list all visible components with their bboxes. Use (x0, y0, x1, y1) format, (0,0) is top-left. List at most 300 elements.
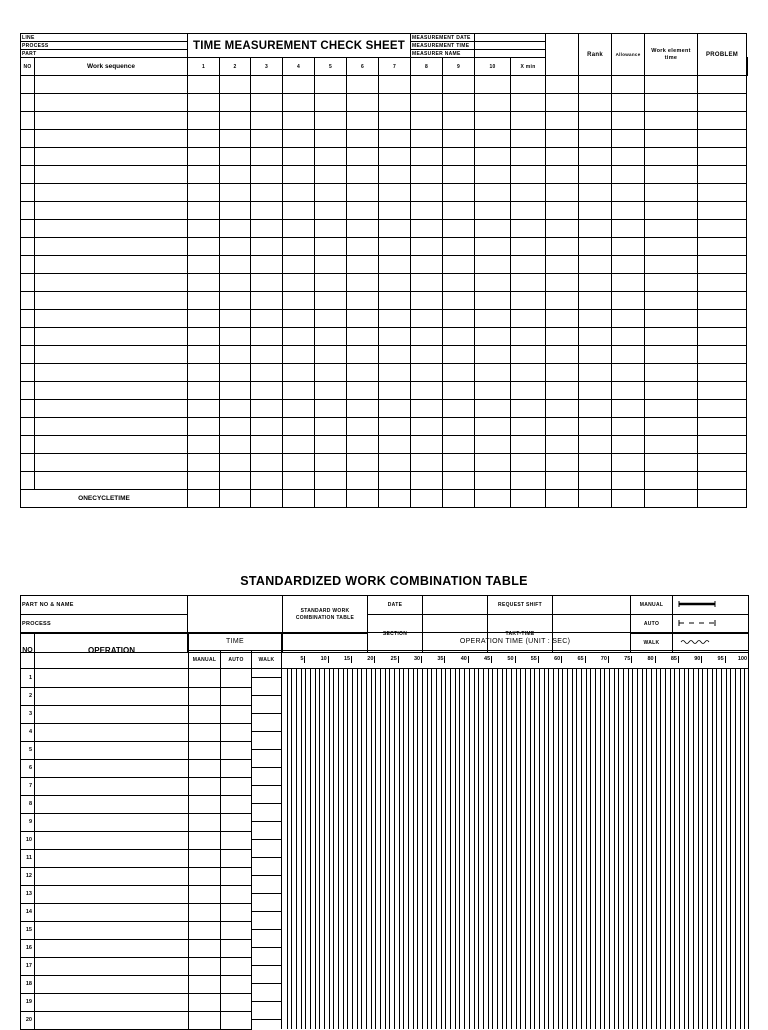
table-cell[interactable] (698, 364, 747, 382)
table-cell[interactable] (546, 76, 579, 94)
auto-cell[interactable] (221, 813, 252, 831)
table-cell[interactable] (443, 238, 475, 256)
part-no-name-field[interactable] (188, 596, 283, 634)
request-shift-field[interactable] (553, 596, 631, 615)
table-cell[interactable] (347, 76, 379, 94)
table-cell[interactable] (188, 148, 220, 166)
table-cell[interactable] (283, 436, 315, 454)
table-cell[interactable] (645, 238, 698, 256)
table-cell[interactable] (443, 418, 475, 436)
table-cell[interactable] (511, 130, 546, 148)
auto-cell[interactable] (221, 705, 252, 723)
table-cell[interactable] (443, 130, 475, 148)
total-cell[interactable] (546, 490, 579, 508)
table-cell[interactable] (579, 238, 612, 256)
table-cell[interactable] (379, 76, 411, 94)
table-cell[interactable] (251, 184, 283, 202)
table-cell[interactable] (411, 256, 443, 274)
total-cell[interactable] (251, 490, 283, 508)
table-cell[interactable] (645, 148, 698, 166)
operation-cell[interactable] (35, 723, 189, 741)
table-cell[interactable] (546, 202, 579, 220)
table-cell[interactable] (546, 382, 579, 400)
table-cell[interactable] (188, 454, 220, 472)
table-cell[interactable] (698, 346, 747, 364)
table-cell[interactable] (220, 454, 251, 472)
time-grid-cell[interactable] (282, 867, 749, 885)
table-cell[interactable] (251, 94, 283, 112)
table-cell[interactable] (379, 148, 411, 166)
table-cell[interactable] (188, 418, 220, 436)
table-cell[interactable] (645, 346, 698, 364)
table-cell[interactable] (21, 418, 35, 436)
auto-cell[interactable] (221, 921, 252, 939)
table-cell[interactable] (546, 346, 579, 364)
table-cell[interactable] (315, 346, 347, 364)
table-cell[interactable] (315, 454, 347, 472)
auto-cell[interactable] (221, 849, 252, 867)
total-cell[interactable] (579, 490, 612, 508)
table-cell[interactable] (35, 184, 188, 202)
table-cell[interactable] (315, 382, 347, 400)
table-cell[interactable] (546, 274, 579, 292)
table-cell[interactable] (579, 94, 612, 112)
table-cell[interactable] (251, 202, 283, 220)
table-cell[interactable] (612, 364, 645, 382)
table-cell[interactable] (698, 472, 747, 490)
table-cell[interactable] (475, 328, 511, 346)
table-cell[interactable] (511, 112, 546, 130)
total-cell[interactable] (315, 490, 347, 508)
table-cell[interactable] (612, 238, 645, 256)
table-cell[interactable] (546, 454, 579, 472)
table-cell[interactable] (220, 184, 251, 202)
table-cell[interactable] (698, 382, 747, 400)
table-cell[interactable] (251, 292, 283, 310)
table-cell[interactable] (21, 346, 35, 364)
table-cell[interactable] (411, 148, 443, 166)
walk-cell[interactable] (252, 705, 282, 723)
table-cell[interactable] (475, 274, 511, 292)
table-cell[interactable] (35, 436, 188, 454)
table-cell[interactable] (35, 418, 188, 436)
table-cell[interactable] (698, 166, 747, 184)
table-cell[interactable] (612, 202, 645, 220)
table-cell[interactable] (35, 130, 188, 148)
table-cell[interactable] (612, 220, 645, 238)
table-cell[interactable] (443, 382, 475, 400)
table-cell[interactable] (645, 76, 698, 94)
table-cell[interactable] (475, 148, 511, 166)
manual-cell[interactable] (189, 687, 221, 705)
time-grid-cell[interactable] (282, 723, 749, 741)
walk-cell[interactable] (252, 957, 282, 975)
table-cell[interactable] (379, 436, 411, 454)
table-cell[interactable] (411, 76, 443, 94)
table-cell[interactable] (35, 94, 188, 112)
table-cell[interactable] (35, 274, 188, 292)
table-cell[interactable] (612, 382, 645, 400)
operation-cell[interactable] (35, 975, 189, 993)
table-cell[interactable] (546, 364, 579, 382)
table-cell[interactable] (21, 94, 35, 112)
table-cell[interactable] (220, 400, 251, 418)
table-cell[interactable] (188, 112, 220, 130)
table-cell[interactable] (579, 256, 612, 274)
table-cell[interactable] (645, 364, 698, 382)
table-cell[interactable] (645, 202, 698, 220)
table-cell[interactable] (698, 436, 747, 454)
table-cell[interactable] (511, 382, 546, 400)
auto-cell[interactable] (221, 795, 252, 813)
table-cell[interactable] (612, 400, 645, 418)
table-cell[interactable] (579, 364, 612, 382)
table-cell[interactable] (645, 400, 698, 418)
table-cell[interactable] (220, 418, 251, 436)
manual-cell[interactable] (189, 813, 221, 831)
date-field[interactable] (423, 596, 488, 615)
table-cell[interactable] (220, 220, 251, 238)
table-cell[interactable] (220, 346, 251, 364)
table-cell[interactable] (251, 220, 283, 238)
table-cell[interactable] (546, 220, 579, 238)
total-cell[interactable] (283, 490, 315, 508)
manual-cell[interactable] (189, 795, 221, 813)
table-cell[interactable] (188, 292, 220, 310)
table-cell[interactable] (645, 112, 698, 130)
total-cell[interactable] (220, 490, 251, 508)
manual-cell[interactable] (189, 723, 221, 741)
table-cell[interactable] (579, 292, 612, 310)
table-cell[interactable] (645, 94, 698, 112)
table-cell[interactable] (475, 184, 511, 202)
operation-cell[interactable] (35, 813, 189, 831)
operation-cell[interactable] (35, 867, 189, 885)
table-cell[interactable] (546, 310, 579, 328)
table-cell[interactable] (475, 364, 511, 382)
table-cell[interactable] (220, 292, 251, 310)
table-cell[interactable] (315, 184, 347, 202)
walk-cell[interactable] (252, 1011, 282, 1029)
table-cell[interactable] (251, 130, 283, 148)
table-cell[interactable] (443, 166, 475, 184)
table-cell[interactable] (645, 472, 698, 490)
table-cell[interactable] (411, 202, 443, 220)
table-cell[interactable] (698, 220, 747, 238)
manual-cell[interactable] (189, 921, 221, 939)
total-cell[interactable] (698, 490, 747, 508)
walk-cell[interactable] (252, 759, 282, 777)
table-cell[interactable] (645, 292, 698, 310)
table-cell[interactable] (251, 310, 283, 328)
auto-cell[interactable] (221, 777, 252, 795)
table-cell[interactable] (379, 130, 411, 148)
time-grid-cell[interactable] (282, 957, 749, 975)
table-cell[interactable] (411, 292, 443, 310)
table-cell[interactable] (220, 364, 251, 382)
table-cell[interactable] (21, 454, 35, 472)
table-cell[interactable] (283, 292, 315, 310)
manual-cell[interactable] (189, 777, 221, 795)
walk-cell[interactable] (252, 795, 282, 813)
table-cell[interactable] (443, 346, 475, 364)
manual-cell[interactable] (189, 741, 221, 759)
table-cell[interactable] (21, 184, 35, 202)
table-cell[interactable] (315, 202, 347, 220)
table-cell[interactable] (35, 220, 188, 238)
table-cell[interactable] (21, 292, 35, 310)
table-cell[interactable] (511, 94, 546, 112)
table-cell[interactable] (546, 94, 579, 112)
table-cell[interactable] (612, 292, 645, 310)
table-cell[interactable] (698, 148, 747, 166)
table-cell[interactable] (188, 202, 220, 220)
table-cell[interactable] (579, 184, 612, 202)
table-cell[interactable] (347, 310, 379, 328)
table-cell[interactable] (443, 310, 475, 328)
table-cell[interactable] (511, 274, 546, 292)
table-cell[interactable] (315, 328, 347, 346)
table-cell[interactable] (579, 454, 612, 472)
table-cell[interactable] (251, 346, 283, 364)
table-cell[interactable] (21, 130, 35, 148)
table-cell[interactable] (443, 292, 475, 310)
walk-cell[interactable] (252, 741, 282, 759)
table-cell[interactable] (511, 346, 546, 364)
table-cell[interactable] (220, 256, 251, 274)
table-cell[interactable] (579, 418, 612, 436)
table-cell[interactable] (188, 220, 220, 238)
table-cell[interactable] (411, 472, 443, 490)
table-cell[interactable] (645, 256, 698, 274)
table-cell[interactable] (347, 238, 379, 256)
operation-cell[interactable] (35, 669, 189, 688)
table-cell[interactable] (21, 220, 35, 238)
table-cell[interactable] (315, 130, 347, 148)
table-cell[interactable] (645, 328, 698, 346)
table-cell[interactable] (347, 274, 379, 292)
table-cell[interactable] (546, 400, 579, 418)
table-cell[interactable] (220, 382, 251, 400)
table-cell[interactable] (612, 166, 645, 184)
table-cell[interactable] (546, 472, 579, 490)
table-cell[interactable] (475, 166, 511, 184)
table-cell[interactable] (347, 346, 379, 364)
walk-cell[interactable] (252, 867, 282, 885)
table-cell[interactable] (443, 400, 475, 418)
walk-cell[interactable] (252, 669, 282, 688)
table-cell[interactable] (283, 202, 315, 220)
time-grid-cell[interactable] (282, 975, 749, 993)
table-cell[interactable] (379, 454, 411, 472)
table-cell[interactable] (546, 418, 579, 436)
table-cell[interactable] (188, 130, 220, 148)
table-cell[interactable] (347, 472, 379, 490)
table-cell[interactable] (379, 418, 411, 436)
table-cell[interactable] (188, 274, 220, 292)
auto-cell[interactable] (221, 669, 252, 688)
table-cell[interactable] (612, 274, 645, 292)
operation-cell[interactable] (35, 1011, 189, 1029)
table-cell[interactable] (347, 202, 379, 220)
auto-cell[interactable] (221, 687, 252, 705)
table-cell[interactable] (315, 238, 347, 256)
table-cell[interactable] (251, 454, 283, 472)
table-cell[interactable] (379, 184, 411, 202)
table-cell[interactable] (283, 400, 315, 418)
table-cell[interactable] (511, 400, 546, 418)
operation-cell[interactable] (35, 957, 189, 975)
table-cell[interactable] (698, 454, 747, 472)
table-cell[interactable] (315, 274, 347, 292)
table-cell[interactable] (546, 256, 579, 274)
manual-cell[interactable] (189, 705, 221, 723)
table-cell[interactable] (283, 238, 315, 256)
walk-cell[interactable] (252, 813, 282, 831)
table-cell[interactable] (35, 112, 188, 130)
total-cell[interactable] (188, 490, 220, 508)
table-cell[interactable] (347, 382, 379, 400)
manual-cell[interactable] (189, 1011, 221, 1029)
operation-cell[interactable] (35, 939, 189, 957)
table-cell[interactable] (612, 130, 645, 148)
table-cell[interactable] (251, 418, 283, 436)
table-cell[interactable] (698, 184, 747, 202)
table-cell[interactable] (283, 454, 315, 472)
table-cell[interactable] (443, 112, 475, 130)
time-grid-cell[interactable] (282, 777, 749, 795)
table-cell[interactable] (283, 274, 315, 292)
table-cell[interactable] (220, 76, 251, 94)
table-cell[interactable] (475, 94, 511, 112)
table-cell[interactable] (315, 148, 347, 166)
table-cell[interactable] (188, 364, 220, 382)
walk-cell[interactable] (252, 939, 282, 957)
table-cell[interactable] (698, 130, 747, 148)
table-cell[interactable] (698, 256, 747, 274)
table-cell[interactable] (21, 328, 35, 346)
time-grid-cell[interactable] (282, 831, 749, 849)
table-cell[interactable] (188, 382, 220, 400)
table-cell[interactable] (443, 76, 475, 94)
table-cell[interactable] (612, 418, 645, 436)
table-cell[interactable] (379, 112, 411, 130)
table-cell[interactable] (315, 364, 347, 382)
table-cell[interactable] (188, 76, 220, 94)
auto-cell[interactable] (221, 831, 252, 849)
table-cell[interactable] (612, 112, 645, 130)
table-cell[interactable] (511, 202, 546, 220)
table-cell[interactable] (35, 382, 188, 400)
table-cell[interactable] (35, 292, 188, 310)
walk-cell[interactable] (252, 687, 282, 705)
table-cell[interactable] (645, 220, 698, 238)
table-cell[interactable] (475, 112, 511, 130)
table-cell[interactable] (220, 166, 251, 184)
manual-cell[interactable] (189, 669, 221, 688)
table-cell[interactable] (35, 310, 188, 328)
table-cell[interactable] (379, 346, 411, 364)
table-cell[interactable] (315, 76, 347, 94)
table-cell[interactable] (698, 94, 747, 112)
table-cell[interactable] (220, 328, 251, 346)
table-cell[interactable] (21, 382, 35, 400)
walk-cell[interactable] (252, 723, 282, 741)
table-cell[interactable] (443, 202, 475, 220)
total-cell[interactable] (411, 490, 443, 508)
table-cell[interactable] (443, 436, 475, 454)
table-cell[interactable] (283, 346, 315, 364)
table-cell[interactable] (35, 472, 188, 490)
table-cell[interactable] (645, 454, 698, 472)
table-cell[interactable] (35, 238, 188, 256)
table-cell[interactable] (579, 76, 612, 94)
table-cell[interactable] (220, 202, 251, 220)
table-cell[interactable] (35, 256, 188, 274)
table-cell[interactable] (411, 328, 443, 346)
operation-cell[interactable] (35, 903, 189, 921)
table-cell[interactable] (511, 256, 546, 274)
table-cell[interactable] (579, 382, 612, 400)
table-cell[interactable] (475, 220, 511, 238)
time-grid-cell[interactable] (282, 741, 749, 759)
total-cell[interactable] (645, 490, 698, 508)
operation-cell[interactable] (35, 687, 189, 705)
auto-cell[interactable] (221, 885, 252, 903)
table-cell[interactable] (21, 112, 35, 130)
auto-cell[interactable] (221, 867, 252, 885)
table-cell[interactable] (511, 328, 546, 346)
table-cell[interactable] (35, 364, 188, 382)
walk-cell[interactable] (252, 903, 282, 921)
table-cell[interactable] (475, 346, 511, 364)
table-cell[interactable] (379, 94, 411, 112)
table-cell[interactable] (283, 112, 315, 130)
auto-cell[interactable] (221, 1011, 252, 1029)
table-cell[interactable] (511, 148, 546, 166)
table-cell[interactable] (379, 400, 411, 418)
table-cell[interactable] (698, 418, 747, 436)
table-cell[interactable] (347, 148, 379, 166)
table-cell[interactable] (645, 274, 698, 292)
table-cell[interactable] (21, 76, 35, 94)
table-cell[interactable] (347, 184, 379, 202)
operation-cell[interactable] (35, 795, 189, 813)
table-cell[interactable] (579, 400, 612, 418)
table-cell[interactable] (315, 400, 347, 418)
table-cell[interactable] (251, 256, 283, 274)
table-cell[interactable] (411, 382, 443, 400)
table-cell[interactable] (379, 364, 411, 382)
table-cell[interactable] (411, 166, 443, 184)
table-cell[interactable] (283, 184, 315, 202)
walk-cell[interactable] (252, 921, 282, 939)
table-cell[interactable] (511, 472, 546, 490)
table-cell[interactable] (511, 454, 546, 472)
table-cell[interactable] (315, 310, 347, 328)
table-cell[interactable] (579, 346, 612, 364)
table-cell[interactable] (411, 364, 443, 382)
auto-cell[interactable] (221, 975, 252, 993)
table-cell[interactable] (411, 454, 443, 472)
table-cell[interactable] (35, 328, 188, 346)
table-cell[interactable] (475, 400, 511, 418)
table-cell[interactable] (511, 238, 546, 256)
table-cell[interactable] (220, 310, 251, 328)
table-cell[interactable] (612, 76, 645, 94)
time-grid-cell[interactable] (282, 885, 749, 903)
table-cell[interactable] (251, 166, 283, 184)
